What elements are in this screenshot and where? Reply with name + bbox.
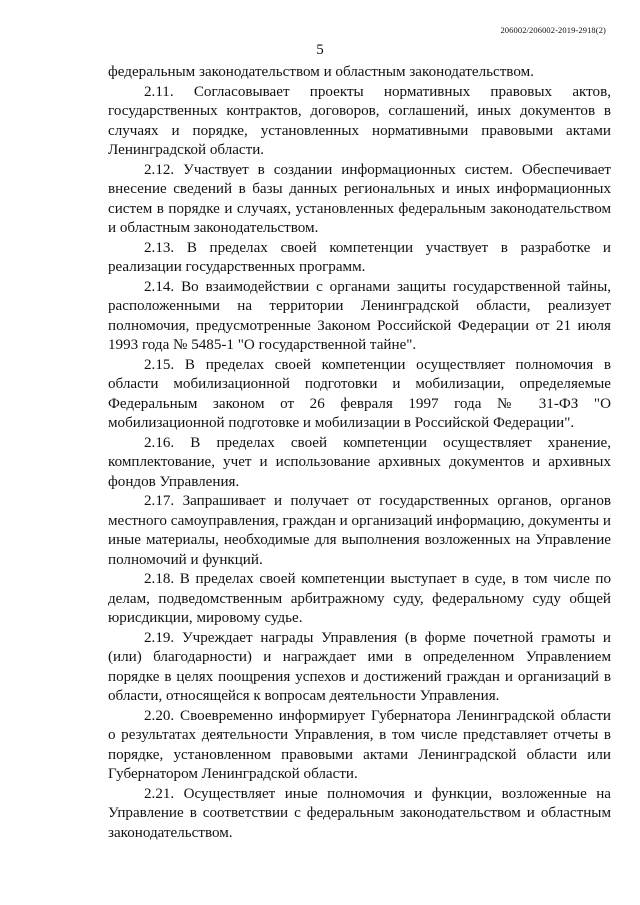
paragraph-2-12: 2.12. Участвует в создании информационных систем. Обеспечивает внесение сведений в базы данных региональных и иных информационных систем в порядке и случаях, установленных федеральным законодательством и областным законодательством.: [108, 161, 611, 236]
document-body: [108, 63, 611, 843]
paragraph-2-19: 2.19. Учреждает награды Управления (в форме почетной грамоты и (или) благодарности) и награждает ими в определенном Управлением порядке в целях поощрения успехов и достижений граждан и организаций в области, относящейся к вопросам деятельности Управления.: [108, 629, 611, 704]
paragraph-2-16: 2.16. В пределах своей компетенции осуществляет хранение, комплектование, учет и использование архивных документов и архивных фондов Управления.: [108, 434, 611, 490]
paragraph-2-14: 2.14. Во взаимодействии с органами защиты государственной тайны, расположенными на территории Ленинградской области, реализует полномочия, предусмотренные Законом Российской Федерации от 21 июля 1993 года № 5485-1 "О государственной тайне".: [108, 278, 611, 353]
paragraph-2-11: 2.11. Согласовывает проекты нормативных правовых актов, государственных контрактов, договоров, соглашений, иных документов в случаях и порядке, установленных нормативными правовыми актами Ленинградской области.: [108, 83, 611, 158]
page-number: 5: [316, 42, 324, 58]
paragraph-2-15: 2.15. В пределах своей компетенции осуществляет полномочия в области мобилизационной подготовки и мобилизации, определяемые Федеральным законом от 26 февраля 1997 года № 31-ФЗ "О мобилизационной подготовке и мобилизации в Российской Федерации".: [108, 356, 611, 431]
paragraph-2-18: 2.18. В пределах своей компетенции выступает в суде, в том числе по делам, подведомственным арбитражному суду, федеральному суду общей юрисдикции, мировому судье.: [108, 571, 611, 626]
paragraph-2-21: 2.21. Осуществляет иные полномочия и функции, возложенные на Управление в соответствии с федеральным законодательством и областным законодательством.: [108, 785, 611, 841]
paragraph-2-17: 2.17. Запрашивает и получает от государственных органов, органов местного самоуправления, граждан и организаций информацию, документы и иные материалы, необходимые для выполнения возложенных на Управление полномочий и функций.: [108, 493, 611, 568]
document-id: 206002/206002-2019-2918(2): [500, 25, 606, 35]
paragraph-2-20: 2.20. Своевременно информирует Губернатора Ленинградской области о результатах деятельности Управления, в том числе представляет отчеты в порядке, установленном правовыми актами Ленинградской области или Губернатором Ленинградской области.: [108, 707, 611, 782]
paragraph-continuation: федеральным законодательством и областным законодательством.: [108, 64, 534, 80]
paragraph-2-13: 2.13. В пределах своей компетенции участвует в разработке и реализации государственных программ.: [108, 239, 611, 275]
